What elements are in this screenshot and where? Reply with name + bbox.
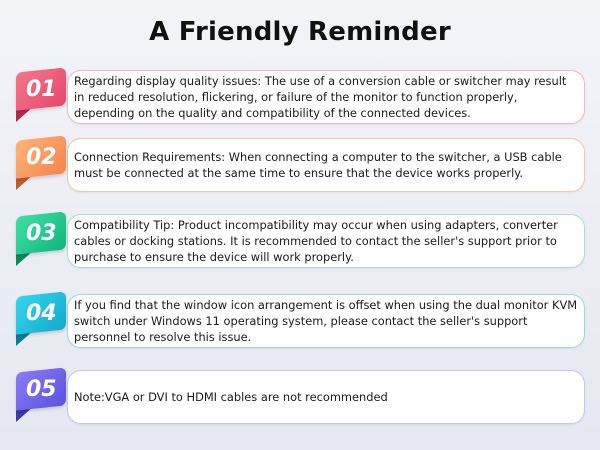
reminder-item-2: [13, 136, 587, 196]
reminder-card: [67, 370, 585, 424]
reminder-text: If you find that the window icon arrangement is offset when using the dual monitor KVM switch under Windows 11 operating system, please contact the seller's support personnel to resolve this issue.: [74, 298, 578, 344]
badge-number: 04: [25, 300, 57, 326]
badge-number: 01: [25, 76, 57, 102]
number-badge: [13, 136, 73, 196]
ribbon-tag-icon: [16, 135, 66, 178]
ribbon-tag-icon: [16, 291, 66, 334]
reminder-text: Regarding display quality issues: The use of a conversion cable or switcher may result in reduced resolution, flickering, or failure of the monitor to function properly, depending on the quality and compatibility of the connected devices.: [74, 74, 567, 120]
badge-number: 03: [25, 220, 57, 246]
reminder-card: [67, 138, 585, 192]
reminder-text: Connection Requirements: When connecting a computer to the switcher, a USB cable must be connected at the same time to ensure that the device works properly.: [74, 150, 562, 180]
reminder-text: Note:VGA or DVI to HDMI cables are not recommended: [74, 390, 388, 404]
number-badge: [13, 68, 73, 128]
number-badge: [13, 212, 73, 272]
page-title: A Friendly Reminder: [149, 17, 451, 47]
number-badge: [13, 368, 73, 428]
reminder-item-4: [13, 292, 587, 352]
reminder-card: [67, 294, 585, 348]
reminder-item-1: [13, 68, 587, 128]
ribbon-tag-icon: [16, 367, 66, 410]
number-badge: [13, 292, 73, 352]
badge-number: 05: [25, 376, 57, 402]
reminder-text: Compatibility Tip: Product incompatibility may occur when using adapters, converter cables or docking stations. It is recommended to contact the seller's support prior to purchase to ensure the device will work properly.: [74, 218, 558, 264]
reminder-card: [67, 214, 585, 268]
ribbon-tag-icon: [16, 67, 66, 110]
ribbon-tag-icon: [16, 211, 66, 254]
reminder-item-3: [13, 212, 587, 272]
reminder-card: [67, 70, 585, 124]
badge-number: 02: [25, 144, 57, 170]
reminder-item-5: [13, 368, 587, 428]
